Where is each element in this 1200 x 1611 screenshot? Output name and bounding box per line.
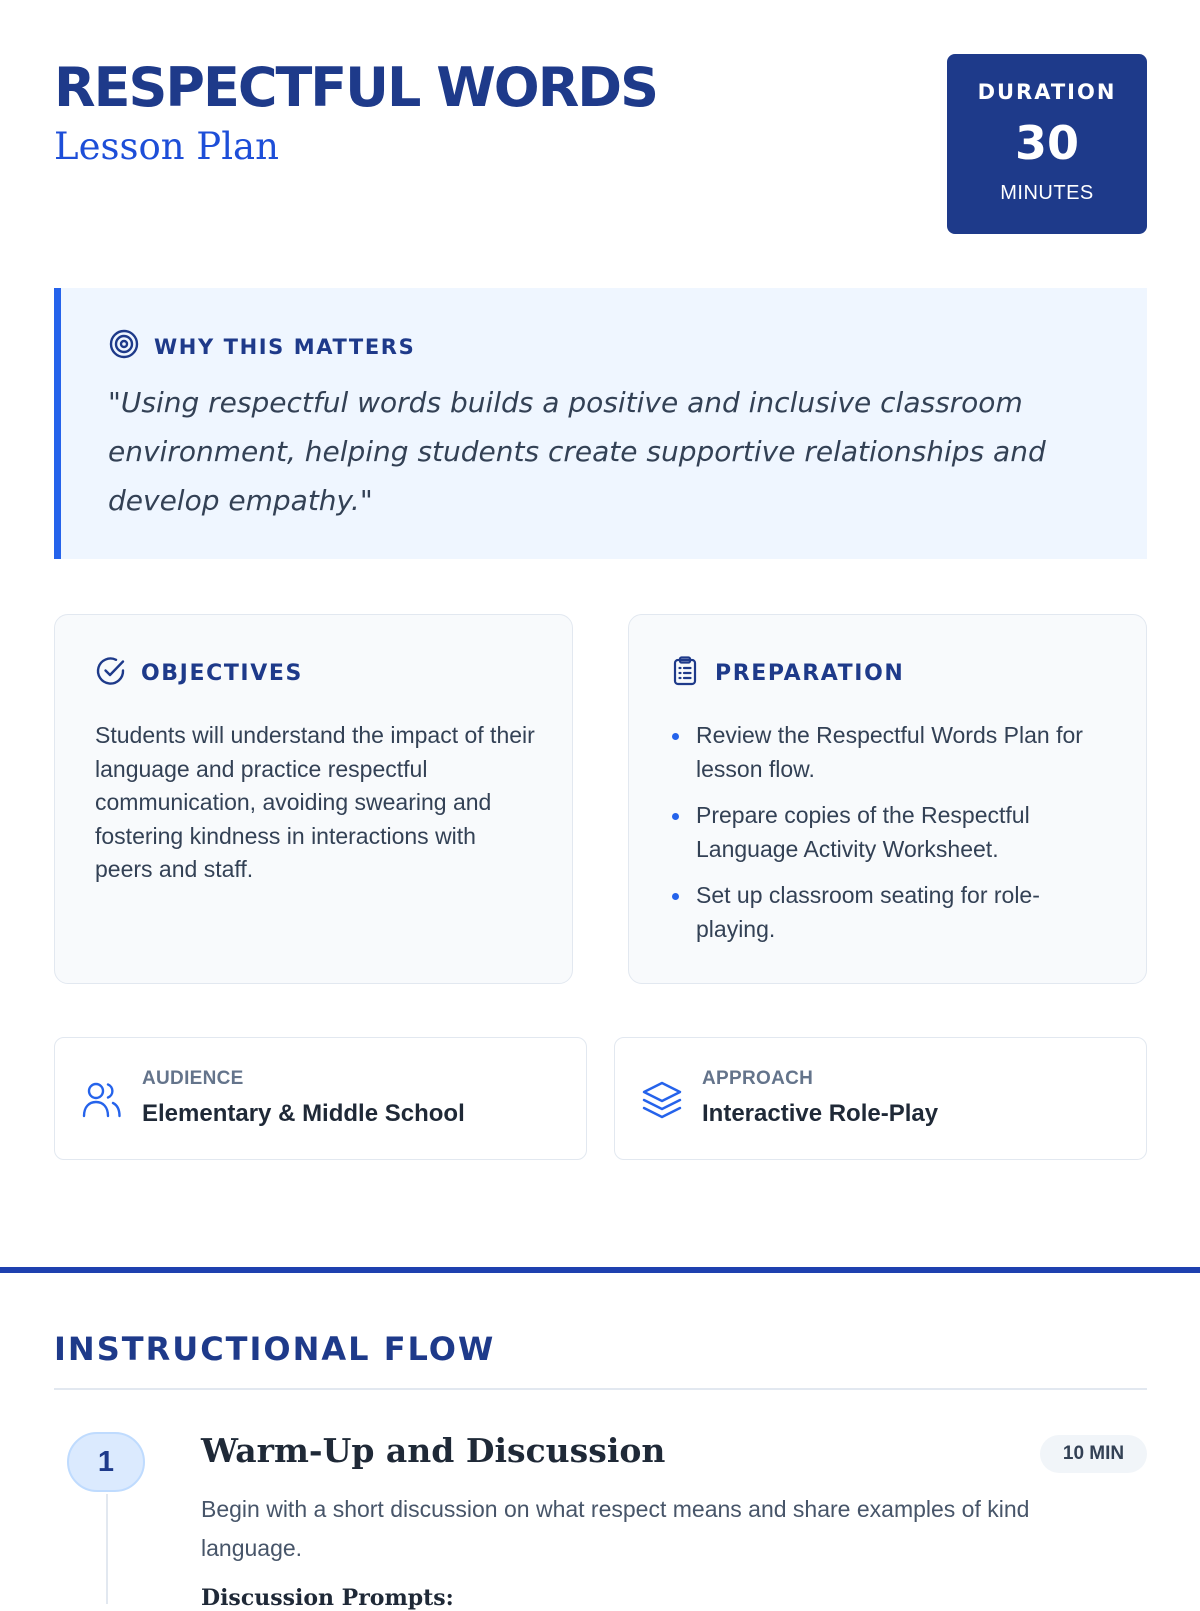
preparation-header xyxy=(669,655,904,692)
layers-icon xyxy=(641,1080,683,1125)
duration-label: DURATION xyxy=(977,80,1117,104)
step-connector-line xyxy=(106,1494,108,1604)
duration-unit: MINUTES xyxy=(1000,182,1094,204)
duration-value: 30 xyxy=(1014,116,1079,170)
approach-label: APPROACH xyxy=(702,1068,814,1089)
objectives-title: OBJECTIVES xyxy=(141,661,303,686)
audience-label: AUDIENCE xyxy=(142,1068,244,1089)
list-item: Prepare copies of the Respectful Language Activity Worksheet. xyxy=(669,799,1109,866)
duration-badge xyxy=(947,54,1147,234)
list-item: Set up classroom seating for role-playing. xyxy=(669,879,1109,946)
users-icon xyxy=(81,1080,123,1125)
approach-box xyxy=(614,1037,1147,1160)
preparation-card xyxy=(628,614,1147,984)
objectives-header xyxy=(95,655,303,692)
audience-value: Elementary & Middle School xyxy=(142,1100,465,1127)
step-duration-badge: 10 MIN xyxy=(1040,1435,1147,1473)
why-title: WHY THIS MATTERS xyxy=(154,334,416,359)
step-title: Warm-Up and Discussion xyxy=(201,1431,666,1470)
clipboard-icon xyxy=(669,655,701,692)
preparation-list xyxy=(669,719,1109,959)
check-circle-icon xyxy=(95,655,127,692)
step-description: Begin with a short discussion on what respect means and share examples of kind language. xyxy=(201,1496,1030,1561)
target-icon xyxy=(108,328,140,365)
page-subtitle: Lesson Plan xyxy=(54,125,279,168)
flow-title-rule xyxy=(54,1388,1147,1390)
approach-value: Interactive Role-Play xyxy=(702,1100,939,1127)
preparation-title: PREPARATION xyxy=(715,661,905,686)
list-item: Review the Respectful Words Plan for lesson flow. xyxy=(669,719,1109,786)
audience-box xyxy=(54,1037,587,1160)
why-quote: "Using respectful words builds a positive and inclusive classroom environment, helping students create supportive relationships and develop empathy." xyxy=(108,386,1046,517)
why-this-matters-callout xyxy=(54,288,1147,559)
flow-title: INSTRUCTIONAL FLOW xyxy=(54,1330,496,1368)
objectives-card xyxy=(54,614,573,984)
step-number: 1 xyxy=(67,1432,145,1492)
objectives-text: Students will understand the impact of their language and practice respectful communication, avoiding swearing and fostering kindness in interactions with peers and staff. xyxy=(95,722,535,882)
step-prompts-label: Discussion Prompts: xyxy=(201,1585,454,1611)
section-divider xyxy=(0,1267,1200,1273)
why-header xyxy=(108,328,415,365)
page-title: RESPECTFUL WORDS xyxy=(54,56,658,119)
